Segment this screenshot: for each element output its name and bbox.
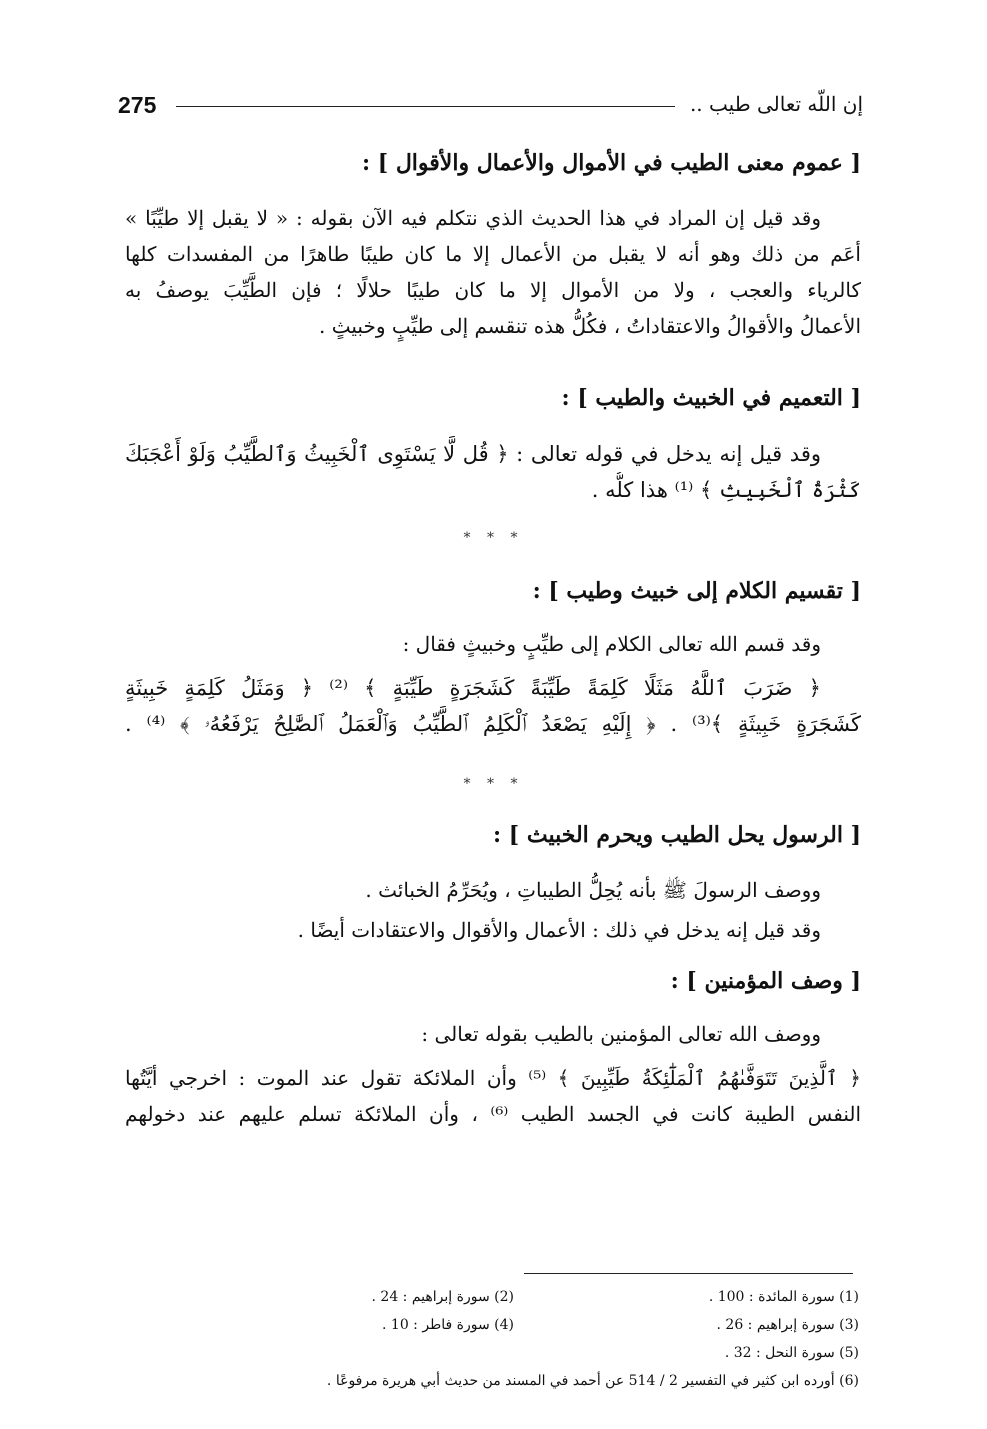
quran-verse-line: ﴿ ضَرَبَ ٱللَّهُ مَثَلًا كَلِمَةً طَيِّبَةً كَشَجَرَةٍ طَيِّبَةٍ ﴾ ⁽²⁾ ﴿ وَمَثَلُ كَلِمَةٍ خَبِيثَةٍ [125,676,821,700]
section-separator: * * * [463,776,524,792]
quran-verse-line: كَشَجَرَةٍ خَبِيثَةٍ ﴾⁽³⁾ . ﴿ إِلَيْهِ يَصْعَدُ ٱلْكَلِمُ ٱلطَّيِّبُ وَٱلْعَمَلُ ٱلصَّٰلِحُ يَرْفَعُهُۥ ﴾ ⁽⁴⁾ . [125,712,861,736]
section-heading-speech-division: [ تقسيم الكلام إلى خبيث وطيب ] : [532,578,861,604]
footnotes [169,1283,859,1395]
paragraph-line: وقد قسم الله تعالى الكلام إلى طيِّبٍ وخبيثٍ فقال : [402,632,821,656]
section-separator: * * * [463,530,524,546]
paragraph-line: وقد قيل إن المراد في هذا الحديث الذي نتكلم فيه الآن بقوله : « لا يقبل إلا طيِّبًا » [125,206,821,230]
footnote-4: (4) سورة فاطر : 10 . [382,1317,514,1333]
paragraph-line: كالرياء والعجب ، ولا من الأموال إلا ما كان طيبًا حلالًا ؛ فإن الطَّيِّبَ يوصفُ به [125,278,861,302]
paragraph-line: الأعمالُ والأقوالُ والاعتقاداتُ ، فكُلُّ هذه تنقسم إلى طيِّبٍ وخبيثٍ . [319,314,861,338]
paragraph-line: ووصف الرسولَ ﷺ بأنه يُحِلُّ الطيباتِ ، ويُحَرِّمُ الخبائث . [365,878,821,902]
section-body-general-meaning [125,200,861,344]
paragraph-line: كَثْرَةُ ٱلْخَبِيثِ ﴾ ⁽¹⁾ هذا كلُّه . [591,478,861,502]
header-rule [176,106,675,107]
page-header [118,92,863,128]
paragraph-line: أعَم من ذلك وهو أنه لا يقبل من الأعمال إلا ما كان طيبًا طاهرًا من المفسدات كلها [125,242,861,266]
footnote-5: (5) سورة النحل : 32 . [724,1345,859,1361]
paragraph-line: ووصف الله تعالى المؤمنين بالطيب بقوله تعالى : [421,1022,821,1046]
section-heading-general-meaning: [ عموم معنى الطيب في الأموال والأعمال والأقوال ] : [361,150,861,176]
paragraph-line: وقد قيل إنه يدخل في قوله تعالى : ﴿ قُل لَّا يَسْتَوِى ٱلْخَبِيثُ وَٱلطَّيِّبُ وَلَوْ أَعْجَبَكَ [125,442,821,466]
footnote-row [169,1283,859,1311]
section-body-messenger [125,872,861,948]
footnote-1: (1) سورة المائدة : 100 . [708,1289,859,1305]
section-body-speech-division [125,626,861,742]
footnote-rule [524,1273,853,1274]
section-body-generalization [125,436,861,508]
quran-verse-line: ﴿ ٱلَّذِينَ تَتَوَفَّىٰهُمُ ٱلْمَلَٰٓئِكَةُ طَيِّبِينَ ﴾ ⁽⁵⁾ وأن الملائكة تقول عند الموت : اخرجي أيَّتُها [125,1066,861,1090]
footnote-row [169,1311,859,1339]
running-title: إن اللّه تعالى طيب .. [689,92,863,116]
footnote-6: (6) أورده ابن كثير في التفسير 2 / 514 عن أحمد في المسند من حديث أبي هريرة مرفوعًا . [326,1373,859,1389]
section-heading-messenger: [ الرسول يحل الطيب ويحرم الخبيث ] : [493,822,861,848]
footnote-2: (2) سورة إبراهيم : 24 . [371,1289,514,1305]
page-number: 275 [118,92,157,118]
section-heading-generalization: [ التعميم في الخبيث والطيب ] : [561,385,861,411]
paragraph-line: النفس الطيبة كانت في الجسد الطيب ⁽⁶⁾ ، وأن الملائكة تسلم عليهم عند دخولهم [125,1102,861,1126]
section-body-believers [125,1016,861,1132]
paragraph-line: وقد قيل إنه يدخل في ذلك : الأعمال والأقوال والاعتقادات أيضًا . [297,918,821,942]
footnote-3: (3) سورة إبراهيم : 26 . [716,1317,859,1333]
section-heading-believers: [ وصف المؤمنين ] : [670,968,861,994]
